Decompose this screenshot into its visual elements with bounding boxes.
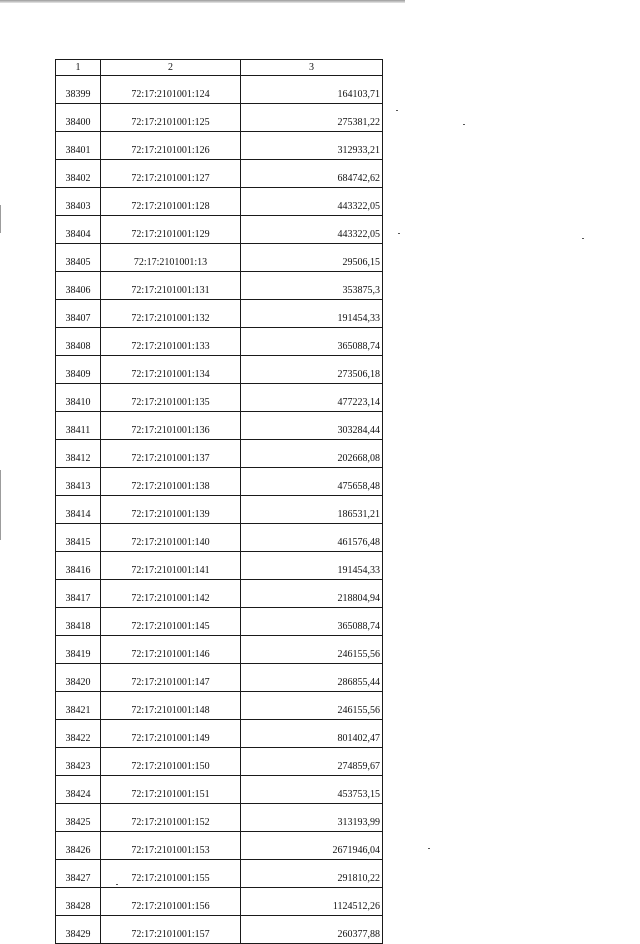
table-row (56, 524, 383, 552)
cadastral-value: 801402,47 (241, 720, 383, 748)
row-number: 38410 (56, 384, 101, 412)
row-number: 38409 (56, 356, 101, 384)
scan-speck (428, 848, 430, 849)
table-row (56, 272, 383, 300)
table-row (56, 300, 383, 328)
row-number: 38429 (56, 916, 101, 944)
table-row (56, 748, 383, 776)
table-row (56, 552, 383, 580)
table-row (56, 384, 383, 412)
cadastral-value: 1124512,26 (241, 888, 383, 916)
table-row (56, 580, 383, 608)
row-number: 38417 (56, 580, 101, 608)
cadastral-number: 72:17:2101001:125 (101, 104, 241, 132)
cadastral-value: 443322,05 (241, 216, 383, 244)
cadastral-number: 72:17:2101001:129 (101, 216, 241, 244)
cadastral-value: 29506,15 (241, 244, 383, 272)
cadastral-number: 72:17:2101001:140 (101, 524, 241, 552)
cadastral-value: 2671946,04 (241, 832, 383, 860)
column-header-2: 2 (101, 60, 241, 76)
row-number: 38407 (56, 300, 101, 328)
cadastral-value: 246155,56 (241, 636, 383, 664)
cadastral-number: 72:17:2101001:124 (101, 76, 241, 104)
cadastral-number: 72:17:2101001:157 (101, 916, 241, 944)
cadastral-number: 72:17:2101001:128 (101, 188, 241, 216)
row-number: 38414 (56, 496, 101, 524)
row-number: 38413 (56, 468, 101, 496)
table-row (56, 188, 383, 216)
cadastral-number: 72:17:2101001:13 (101, 244, 241, 272)
cadastral-value: 218804,94 (241, 580, 383, 608)
cadastral-value: 164103,71 (241, 76, 383, 104)
table-row (56, 76, 383, 104)
margin-mark (0, 470, 1, 540)
cadastral-value: 365088,74 (241, 328, 383, 356)
row-number: 38423 (56, 748, 101, 776)
table-row (56, 496, 383, 524)
cadastral-number: 72:17:2101001:142 (101, 580, 241, 608)
cadastral-number: 72:17:2101001:134 (101, 356, 241, 384)
table-row (56, 104, 383, 132)
row-number: 38424 (56, 776, 101, 804)
table-row (56, 664, 383, 692)
row-number: 38403 (56, 188, 101, 216)
table-row (56, 916, 383, 944)
row-number: 38421 (56, 692, 101, 720)
cadastral-value: 260377,88 (241, 916, 383, 944)
row-number: 38408 (56, 328, 101, 356)
cadastral-value: 202668,08 (241, 440, 383, 468)
row-number: 38420 (56, 664, 101, 692)
header-row (56, 60, 383, 76)
table-row (56, 776, 383, 804)
cadastral-number: 72:17:2101001:141 (101, 552, 241, 580)
table-row (56, 328, 383, 356)
table-row (56, 720, 383, 748)
cadastral-number: 72:17:2101001:136 (101, 412, 241, 440)
cadastral-number: 72:17:2101001:151 (101, 776, 241, 804)
row-number: 38399 (56, 76, 101, 104)
cadastral-number: 72:17:2101001:137 (101, 440, 241, 468)
table-row (56, 888, 383, 916)
row-number: 38412 (56, 440, 101, 468)
cadastral-number: 72:17:2101001:153 (101, 832, 241, 860)
cadastral-value: 291810,22 (241, 860, 383, 888)
table-row (56, 832, 383, 860)
register-table (55, 59, 383, 944)
column-header-3: 3 (241, 60, 383, 76)
row-number: 38416 (56, 552, 101, 580)
row-number: 38405 (56, 244, 101, 272)
scan-speck (396, 110, 398, 111)
cadastral-number: 72:17:2101001:135 (101, 384, 241, 412)
row-number: 38426 (56, 832, 101, 860)
table-row (56, 860, 383, 888)
cadastral-number: 72:17:2101001:127 (101, 160, 241, 188)
cadastral-value: 453753,15 (241, 776, 383, 804)
table-row (56, 804, 383, 832)
cadastral-number: 72:17:2101001:138 (101, 468, 241, 496)
cadastral-number: 72:17:2101001:131 (101, 272, 241, 300)
cadastral-value: 461576,48 (241, 524, 383, 552)
cadastral-value: 275381,22 (241, 104, 383, 132)
row-number: 38402 (56, 160, 101, 188)
row-number: 38415 (56, 524, 101, 552)
cadastral-value: 443322,05 (241, 188, 383, 216)
cadastral-number: 72:17:2101001:139 (101, 496, 241, 524)
cadastral-value: 365088,74 (241, 608, 383, 636)
table-row (56, 692, 383, 720)
cadastral-number: 72:17:2101001:148 (101, 692, 241, 720)
scan-speck (398, 233, 400, 234)
cadastral-value: 286855,44 (241, 664, 383, 692)
row-number: 38428 (56, 888, 101, 916)
table-row (56, 468, 383, 496)
scan-speck (463, 124, 465, 125)
table-row (56, 412, 383, 440)
cadastral-value: 313193,99 (241, 804, 383, 832)
row-number: 38404 (56, 216, 101, 244)
cadastral-number: 72:17:2101001:145 (101, 608, 241, 636)
table-row (56, 132, 383, 160)
cadastral-number: 72:17:2101001:150 (101, 748, 241, 776)
row-number: 38406 (56, 272, 101, 300)
table-row (56, 608, 383, 636)
cadastral-number: 72:17:2101001:147 (101, 664, 241, 692)
row-number: 38400 (56, 104, 101, 132)
cadastral-number: 72:17:2101001:146 (101, 636, 241, 664)
row-number: 38411 (56, 412, 101, 440)
cadastral-number: 72:17:2101001:126 (101, 132, 241, 160)
row-number: 38422 (56, 720, 101, 748)
cadastral-value: 303284,44 (241, 412, 383, 440)
cadastral-value: 684742,62 (241, 160, 383, 188)
table-row (56, 216, 383, 244)
table-row (56, 440, 383, 468)
table-row (56, 636, 383, 664)
table-row (56, 356, 383, 384)
cadastral-number: 72:17:2101001:132 (101, 300, 241, 328)
cadastral-number: 72:17:2101001:152 (101, 804, 241, 832)
scan-speck (582, 238, 584, 239)
row-number: 38427 (56, 860, 101, 888)
cadastral-value: 246155,56 (241, 692, 383, 720)
cadastral-value: 477223,14 (241, 384, 383, 412)
margin-mark (0, 205, 1, 233)
cadastral-value: 312933,21 (241, 132, 383, 160)
cadastral-number: 72:17:2101001:155 (101, 860, 241, 888)
row-number: 38419 (56, 636, 101, 664)
scan-top-edge (0, 0, 405, 3)
cadastral-number: 72:17:2101001:133 (101, 328, 241, 356)
cadastral-value: 475658,48 (241, 468, 383, 496)
cadastral-value: 191454,33 (241, 552, 383, 580)
table-row (56, 160, 383, 188)
column-header-1: 1 (56, 60, 101, 76)
row-number: 38418 (56, 608, 101, 636)
cadastral-value: 353875,3 (241, 272, 383, 300)
cadastral-value: 191454,33 (241, 300, 383, 328)
table-row (56, 244, 383, 272)
cadastral-value: 274859,67 (241, 748, 383, 776)
row-number: 38425 (56, 804, 101, 832)
cadastral-value: 186531,21 (241, 496, 383, 524)
table-body (56, 76, 383, 944)
cadastral-number: 72:17:2101001:156 (101, 888, 241, 916)
cadastral-number: 72:17:2101001:149 (101, 720, 241, 748)
cadastral-value: 273506,18 (241, 356, 383, 384)
row-number: 38401 (56, 132, 101, 160)
